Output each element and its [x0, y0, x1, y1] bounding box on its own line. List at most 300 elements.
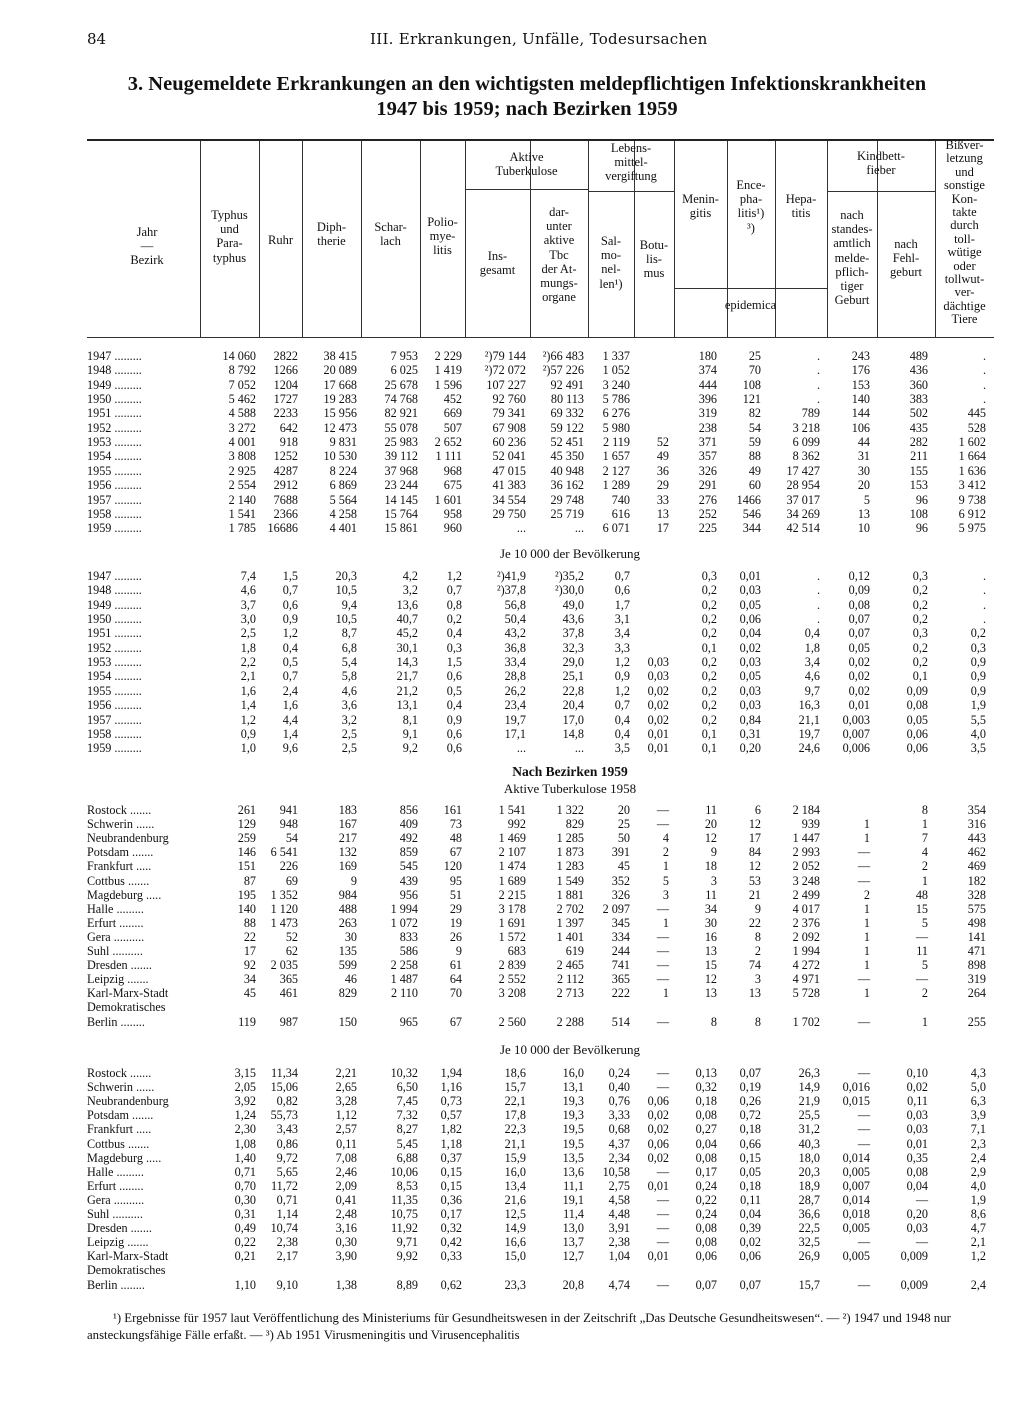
table-cell: 282 — [909, 435, 928, 450]
table-cell: 1,2 — [970, 1249, 986, 1264]
table-cell: 119 — [238, 1014, 256, 1029]
table-cell: 19,5 — [562, 1122, 584, 1137]
table-cell: 33,4 — [504, 655, 526, 670]
table-cell: 599 — [338, 958, 357, 973]
table-cell: 2 — [921, 859, 928, 874]
table-cell: 1 664 — [958, 449, 986, 464]
table-cell: 3,5 — [614, 741, 630, 756]
table-row — [0, 685, 1024, 699]
table-cell: 352 — [611, 873, 630, 888]
table-cell: 0,02 — [739, 640, 761, 655]
row-label: Neubrandenburg — [87, 831, 169, 846]
table-cell: 10,75 — [390, 1207, 418, 1221]
table-cell: 22 — [748, 915, 761, 930]
table-cell: 1,12 — [335, 1108, 357, 1123]
table-cell: 146 — [237, 845, 256, 860]
table-cell: 5 462 — [228, 392, 256, 407]
table-cell: 4,58 — [608, 1192, 630, 1207]
table-cell: 3,2 — [402, 583, 418, 598]
table-cell: 1 285 — [556, 831, 584, 846]
table-cell: 12 473 — [323, 420, 357, 435]
header-typhus-line: Typhus — [211, 208, 248, 222]
table-cell: 0,02 — [848, 683, 870, 698]
table-cell: 74 768 — [384, 392, 418, 407]
table-cell: 0,02 — [739, 1235, 761, 1250]
table-cell: — — [857, 859, 870, 874]
table-cell: 182 — [967, 873, 986, 888]
table-cell: 319 — [698, 406, 717, 421]
table-cell: 132 — [338, 845, 357, 860]
table-cell: — — [656, 803, 669, 817]
header-ruhr-line: Ruhr — [268, 233, 293, 247]
row-label: 1958 ......... — [87, 726, 142, 741]
row-label: 1958 ......... — [87, 506, 142, 521]
table-cell: 0,4 — [614, 726, 630, 741]
table-cell: 25 983 — [384, 435, 418, 450]
header-bissverletzung-line: Kon- — [951, 191, 978, 206]
table-cell: 0,2 — [912, 655, 928, 670]
table-cell: 0,1 — [701, 726, 717, 741]
table-cell: 0,03 — [739, 683, 761, 698]
table-cell: 488 — [338, 901, 357, 916]
table-cell: 19,3 — [562, 1094, 584, 1109]
table-cell: 0,06 — [906, 726, 928, 741]
table-cell: 859 — [399, 845, 418, 860]
table-cell: 0,015 — [842, 1094, 870, 1109]
table-cell: 0,31 — [739, 726, 761, 741]
table-cell: 0,02 — [848, 669, 870, 684]
table-cell: — — [656, 1207, 669, 1221]
table-cell: 22,3 — [504, 1122, 526, 1137]
table-cell: 918 — [279, 435, 298, 450]
row-label: 1959 ......... — [87, 741, 142, 756]
table-cell: 0,39 — [739, 1221, 761, 1236]
table-row — [0, 494, 1024, 508]
table-cell: — — [656, 944, 669, 958]
table-cell: 0,08 — [906, 698, 928, 713]
header-polio-line: litis — [433, 243, 452, 258]
table-cell: 92 491 — [550, 377, 584, 392]
table-cell: 17 — [243, 944, 256, 958]
table-cell: 3,7 — [240, 597, 256, 612]
table-cell: 12 — [704, 831, 717, 846]
section-nach-bezirken: Nach Bezirken 1959 — [512, 764, 628, 779]
header-bissverletzung-line: tollwut- — [944, 272, 985, 287]
table-cell: 1 111 — [435, 449, 462, 464]
row-label: 1951 ......... — [87, 626, 142, 641]
table-row — [0, 1067, 1024, 1081]
table-cell: 489 — [909, 349, 928, 363]
table-cell: — — [656, 1277, 669, 1292]
table-cell: 108 — [742, 377, 761, 392]
table-cell: ²)79 144 — [484, 349, 526, 363]
table-row — [0, 656, 1024, 670]
table-row — [0, 613, 1024, 627]
table-cell: 21 — [748, 887, 761, 902]
table-cell: 0,3 — [970, 640, 986, 655]
table-cell: 0,06 — [906, 741, 928, 756]
table-cell: 829 — [338, 986, 357, 1001]
table-cell: 0,02 — [848, 655, 870, 670]
table-cell: 4 401 — [329, 521, 357, 536]
table-cell: 1 994 — [390, 901, 418, 916]
table-cell: 1,5 — [282, 569, 298, 583]
table-cell: 8 — [921, 803, 928, 817]
table-cell: 13,4 — [504, 1178, 526, 1193]
title-line-1: 3. Neugemeldete Erkrankungen an den wichtigsten meldepflichtigen Infektionskrankheiten — [127, 73, 927, 95]
table-cell: 8,7 — [341, 626, 357, 641]
header-kindbett-fehlgeburt-line: nach — [894, 237, 918, 251]
table-cell: 1 — [662, 986, 669, 1001]
table-cell: 14,9 — [798, 1080, 820, 1095]
table-cell: 135 — [338, 944, 357, 958]
table-cell: ²)37,8 — [496, 583, 526, 598]
table-cell: 12 — [748, 817, 761, 832]
table-cell: 326 — [611, 887, 630, 902]
table-cell: 7,08 — [335, 1150, 357, 1165]
table-cell: 50 — [617, 831, 630, 846]
table-cell: 17,8 — [504, 1108, 526, 1123]
row-label: Gera .......... — [87, 1192, 145, 1207]
table-cell: 74 — [748, 958, 761, 973]
table-cell: . — [816, 363, 820, 378]
table-cell: 1,94 — [440, 1066, 462, 1080]
table-cell: 0,06 — [695, 1249, 717, 1264]
row-label: Leipzig ....... — [87, 972, 149, 987]
table-cell: 0,11 — [907, 1094, 928, 1109]
table-cell: 0,006 — [842, 741, 870, 756]
table-cell: 0,9 — [970, 669, 986, 684]
table-cell: 345 — [611, 915, 630, 930]
table-cell: 0,01 — [906, 1136, 928, 1151]
table-cell: 291 — [698, 478, 717, 493]
table-row — [0, 393, 1024, 407]
row-label: Magdeburg ..... — [87, 887, 162, 902]
table-cell: ... — [516, 741, 526, 756]
table-cell: 0,018 — [842, 1207, 870, 1221]
table-cell: 5 — [863, 492, 870, 507]
table-cell: 365 — [279, 972, 298, 987]
header-bissverletzung-line: letzung — [946, 151, 983, 166]
row-label: Dresden ....... — [87, 958, 152, 973]
table-cell: 64 — [449, 972, 462, 987]
table-cell: 2 499 — [792, 887, 820, 902]
table-cell: 4 — [662, 831, 669, 846]
row-label: Leipzig ....... — [87, 1235, 149, 1250]
table-cell: 10,74 — [270, 1221, 298, 1236]
table-cell: 0,9 — [970, 655, 986, 670]
table-cell: 48 — [915, 887, 928, 902]
table-cell: 10,32 — [390, 1066, 418, 1080]
table-cell: 0,06 — [647, 1136, 669, 1151]
table-cell: — — [857, 1122, 870, 1137]
table-cell: 36 — [656, 463, 669, 478]
table-cell: 0,07 — [695, 1277, 717, 1292]
table-cell: 45,2 — [396, 626, 418, 641]
table-cell: 1466 — [736, 492, 761, 507]
table-cell: — — [915, 972, 928, 987]
table-row — [0, 1194, 1024, 1208]
table-cell: 829 — [565, 817, 584, 832]
header-kindbett-fehlgeburt-line: Fehl- — [892, 251, 920, 266]
table-cell: 0,3 — [446, 640, 462, 655]
table-cell: 261 — [237, 803, 256, 817]
table-cell: 2,1 — [970, 1235, 986, 1250]
table-cell: 0,41 — [335, 1192, 357, 1207]
table-cell: 25,5 — [798, 1108, 820, 1123]
header-tbc-darunter-line: dar- — [549, 205, 569, 219]
table-cell: 0,03 — [739, 655, 761, 670]
table-cell: 0,62 — [440, 1277, 462, 1292]
table-cell: 2822 — [273, 349, 298, 363]
table-cell: 0,86 — [276, 1136, 298, 1151]
table-cell: 6 912 — [958, 506, 986, 521]
table-cell: 7,1 — [970, 1122, 986, 1137]
table-cell: 3,0 — [240, 612, 256, 627]
table-cell: 0,17 — [695, 1164, 717, 1179]
table-cell: 0,2 — [970, 626, 986, 641]
table-cell: 49,0 — [562, 597, 584, 612]
row-label: 1957 ......... — [87, 712, 142, 727]
table-cell: 10,5 — [335, 612, 357, 627]
table-cell: 140 — [237, 901, 256, 916]
table-cell: 2,05 — [234, 1080, 256, 1095]
table-cell: 9 — [455, 944, 462, 958]
section-tbc-1958: Aktive Tuberkulose 1958 — [503, 781, 637, 796]
table-cell: . — [982, 612, 986, 627]
table-cell: 0,2 — [912, 583, 928, 598]
table-cell: 1,2 — [446, 569, 462, 583]
table-cell: 2912 — [273, 478, 298, 493]
table-cell: 2,65 — [335, 1080, 357, 1095]
table-cell: 1 469 — [498, 831, 526, 846]
table-cell: 14 145 — [384, 492, 418, 507]
table-cell: 8,1 — [402, 712, 418, 727]
table-cell: . — [982, 569, 986, 583]
table-cell: 439 — [399, 873, 418, 888]
table-cell: 461 — [279, 986, 298, 1001]
table-cell: 326 — [698, 463, 717, 478]
row-label: 1948 ......... — [87, 583, 142, 598]
table-cell: 13,0 — [562, 1221, 584, 1236]
table-cell: 586 — [399, 944, 418, 958]
table-cell: 2,75 — [608, 1178, 630, 1193]
table-cell: 6 869 — [329, 478, 357, 493]
table-cell: 25 — [748, 349, 761, 363]
table-cell: 19 283 — [323, 392, 357, 407]
table-row — [0, 903, 1024, 917]
table-row — [0, 364, 1024, 378]
table-cell: 16,0 — [562, 1066, 584, 1080]
table-cell: 0,01 — [647, 741, 669, 756]
table-cell: 211 — [910, 449, 928, 464]
table-cell: 0,009 — [900, 1277, 928, 1292]
table-cell: 40 948 — [550, 463, 584, 478]
table-cell: 70 — [748, 363, 761, 378]
table-cell: 41 383 — [492, 478, 526, 493]
table-cell: 244 — [611, 944, 630, 958]
table-cell: 5,0 — [970, 1080, 986, 1095]
table-cell: 263 — [338, 915, 357, 930]
table-cell: 52 — [285, 929, 298, 944]
table-cell: 96 — [915, 521, 928, 536]
table-cell: 12 — [748, 859, 761, 874]
table-cell: 5,5 — [970, 712, 986, 727]
table-cell: 2 092 — [792, 929, 820, 944]
table-cell: 1 — [921, 817, 928, 832]
table-cell: 0,4 — [446, 698, 462, 713]
table-cell: 1 473 — [270, 915, 298, 930]
table-cell: 5,65 — [276, 1164, 298, 1179]
row-label: Dresden ....... — [87, 1221, 152, 1236]
table-cell: 2,4 — [970, 1277, 986, 1292]
table-row — [0, 570, 1024, 584]
table-cell: 2 — [863, 887, 870, 902]
table-cell: 2 — [662, 845, 669, 860]
table-row — [0, 1001, 1024, 1015]
table-cell: 37 968 — [384, 463, 418, 478]
table-cell: 3,91 — [608, 1221, 630, 1236]
table-cell: 55,73 — [270, 1108, 298, 1123]
table-cell: 0,08 — [695, 1235, 717, 1250]
row-label: 1956 ......... — [87, 478, 142, 493]
table-row — [0, 479, 1024, 493]
table-cell: 52 — [656, 435, 669, 450]
table-cell: 0,2 — [701, 669, 717, 684]
table-cell: 0,02 — [647, 1122, 669, 1137]
table-cell: — — [915, 929, 928, 944]
table-cell: 0,2 — [446, 612, 462, 627]
table-cell: 2,38 — [276, 1235, 298, 1250]
table-cell: 319 — [967, 972, 986, 987]
header-encephalitis-line: Ence- — [736, 178, 766, 192]
table-cell: 2,2 — [240, 655, 256, 670]
row-label: 1949 ......... — [87, 377, 142, 392]
table-cell: 13,1 — [396, 698, 418, 713]
table-cell: 2 702 — [556, 901, 584, 916]
header-meningitis-line: gitis — [689, 206, 712, 221]
table-cell: 498 — [967, 915, 986, 930]
row-label: Berlin ........ — [87, 1277, 145, 1292]
table-cell: 20 — [704, 817, 717, 832]
table-cell: 619 — [565, 944, 584, 958]
header-tbc-darunter-line: der At- — [541, 261, 577, 276]
table-cell: 2 110 — [391, 986, 418, 1001]
row-label: Halle ......... — [87, 901, 144, 916]
table-cell: 30 — [704, 915, 717, 930]
table-row — [0, 1095, 1024, 1109]
row-label: Demokratisches — [87, 1263, 166, 1278]
table-cell: 1 596 — [434, 377, 462, 392]
table-row — [0, 1208, 1024, 1222]
table-cell: 2 184 — [792, 803, 820, 817]
header-subrule-lebensmittel — [588, 191, 674, 192]
table-cell: 365 — [611, 972, 630, 987]
table-cell: 3 272 — [228, 420, 256, 435]
table-cell: 32,3 — [562, 640, 584, 655]
row-label: Berlin ........ — [87, 1014, 145, 1029]
table-cell: 18,6 — [504, 1066, 526, 1080]
table-cell: 4,0 — [970, 1178, 986, 1193]
table-cell: 5 728 — [792, 986, 820, 1001]
table-cell: 1 601 — [434, 492, 462, 507]
table-cell: 0,04 — [906, 1178, 928, 1193]
row-label: Suhl .......... — [87, 1207, 143, 1221]
table-cell: 0,31 — [234, 1207, 256, 1221]
header-jahr-bezirk-line: Bezirk — [130, 253, 164, 268]
table-cell: 0,40 — [608, 1080, 630, 1095]
table-cell: 51 — [449, 887, 462, 902]
table-row — [0, 436, 1024, 450]
header-bissverletzung-line: und — [955, 164, 974, 179]
header-tbc-group-line: Tuberkulose — [495, 164, 558, 179]
table-cell: 2 652 — [434, 435, 462, 450]
table-cell: 1 397 — [556, 915, 584, 930]
table-cell: 0,005 — [842, 1164, 870, 1179]
table-cell: 21,6 — [504, 1192, 526, 1207]
table-cell: — — [656, 1066, 669, 1080]
table-cell: 13 — [704, 944, 717, 958]
table-cell: 141 — [967, 929, 986, 944]
table-row — [0, 422, 1024, 436]
table-cell: — — [857, 972, 870, 987]
table-cell: 11 — [705, 803, 717, 817]
table-cell: 1 541 — [498, 803, 526, 817]
table-cell: 2,48 — [335, 1207, 357, 1221]
table-cell: 2 119 — [603, 435, 630, 450]
table-cell: 1 — [863, 817, 870, 832]
table-row — [0, 818, 1024, 832]
table-cell: 0,20 — [739, 741, 761, 756]
table-cell: 45 350 — [550, 449, 584, 464]
table-cell: 0,3 — [701, 569, 717, 583]
table-cell: 1,24 — [234, 1108, 256, 1123]
table-cell: — — [857, 1014, 870, 1029]
table-cell: 23,3 — [504, 1277, 526, 1292]
table-cell: 6 541 — [270, 845, 298, 860]
table-cell: 8,89 — [396, 1277, 418, 1292]
table-cell: 52 451 — [550, 435, 584, 450]
header-typhus-line: typhus — [212, 250, 247, 265]
table-cell: 2,5 — [341, 741, 357, 756]
table-row — [0, 804, 1024, 818]
table-cell: 0,005 — [842, 1221, 870, 1236]
table-row — [0, 987, 1024, 1001]
table-cell: 14,3 — [396, 655, 418, 670]
table-cell: 1 — [863, 915, 870, 930]
table-cell: 0,9 — [614, 669, 630, 684]
table-cell: 9,71 — [396, 1235, 418, 1250]
table-cell: 54 — [748, 420, 761, 435]
table-cell: 669 — [443, 406, 462, 421]
table-cell: 1,7 — [614, 597, 630, 612]
table-cell: 0,82 — [276, 1094, 298, 1109]
table-cell: 11 — [916, 944, 928, 958]
table-cell: 14,8 — [562, 726, 584, 741]
table-cell: 88 — [748, 449, 761, 464]
table-cell: 383 — [909, 392, 928, 407]
table-cell: 1 — [863, 958, 870, 973]
table-cell: 0,03 — [647, 669, 669, 684]
header-kindbett-group — [827, 149, 935, 177]
row-label: 1952 ......... — [87, 420, 142, 435]
table-cell: 0,32 — [440, 1221, 462, 1236]
table-cell: 33 — [656, 492, 669, 507]
table-cell: 5 786 — [602, 392, 630, 407]
table-cell: 507 — [443, 420, 462, 435]
table-row — [0, 889, 1024, 903]
table-cell: 20 — [617, 803, 630, 817]
